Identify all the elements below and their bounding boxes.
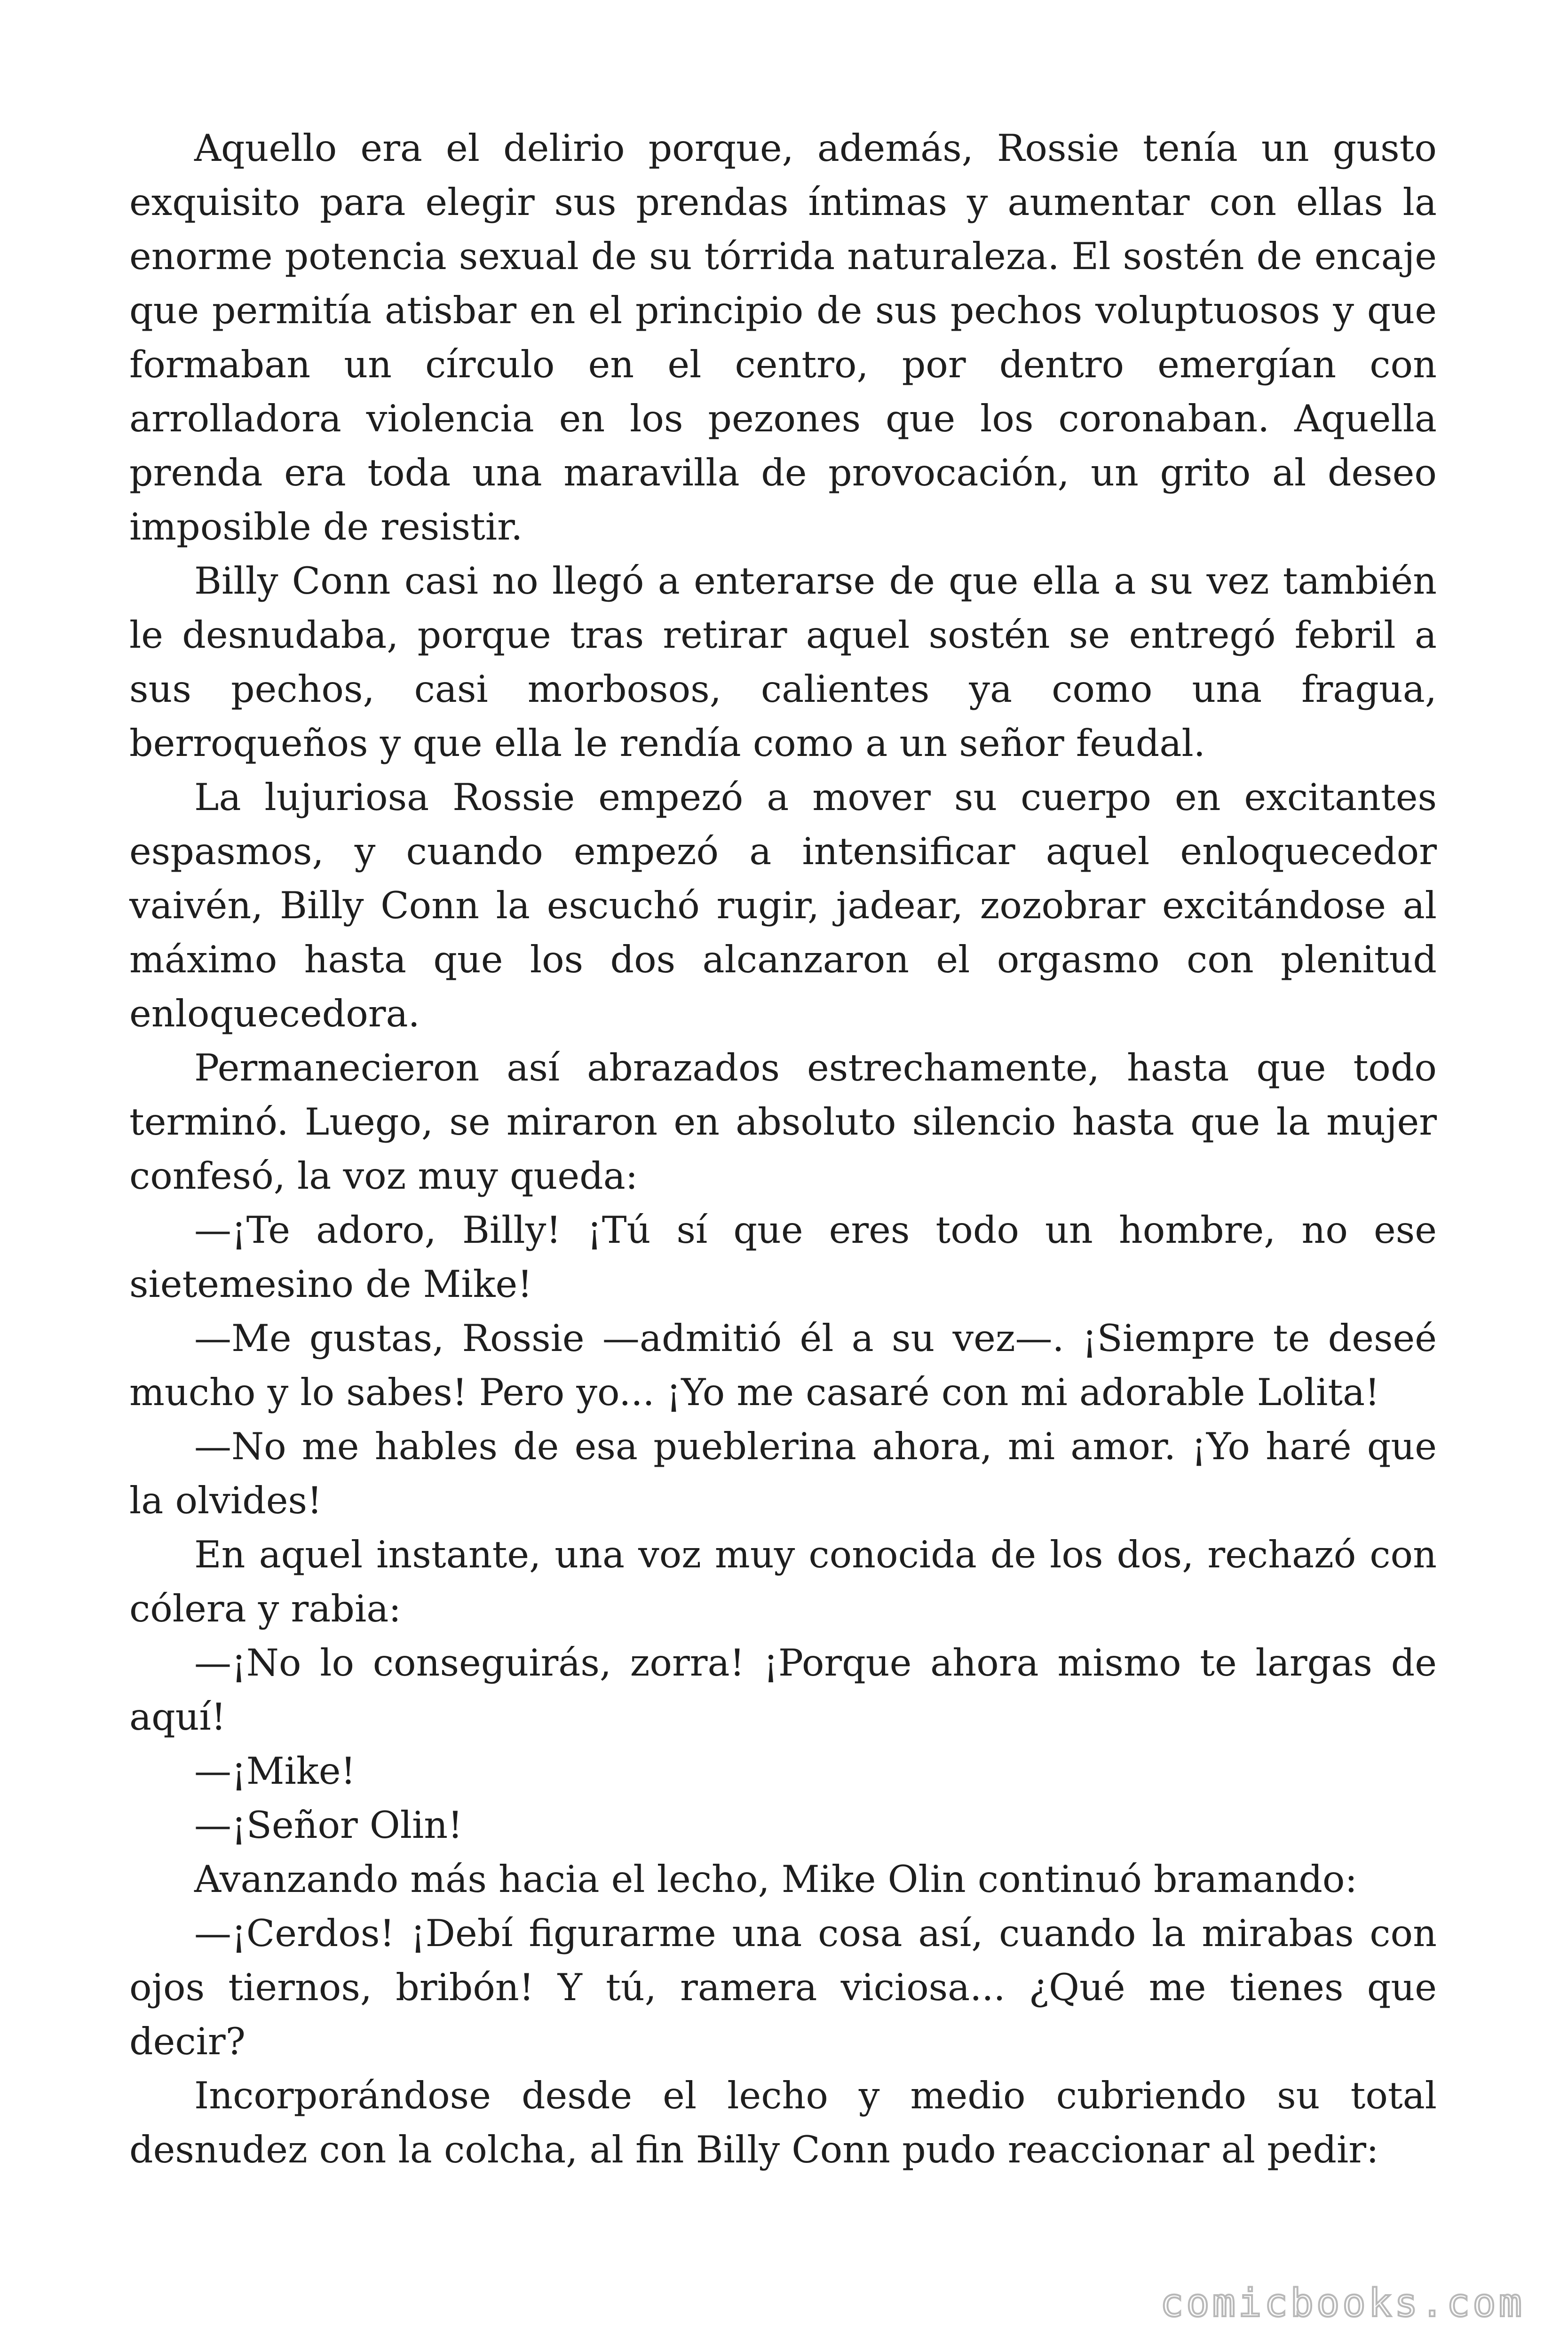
paragraph-4: Permanecieron así abrazados estrechamente, hasta que todo terminó. Luego, se miraron en absoluto silencio hasta que la mujer confesó, la voz muy queda: bbox=[129, 1046, 1437, 1198]
dialogue-line: —¡Mike! bbox=[194, 1749, 356, 1793]
dialogue-line: —Me gustas, Rossie —admitió él a su vez—. ¡Siempre te deseé mucho y lo sabes! Pero yo... ¡Yo me casaré con mi adorable Lolita! bbox=[129, 1317, 1437, 1414]
paragraph-14: Incorporándose desde el lecho y medio cubriendo su total desnudez con la colcha, al fin Billy Conn pudo reaccionar al pedir: bbox=[129, 2074, 1437, 2171]
dialogue-line: —¡Cerdos! ¡Debí figurarme una cosa así, cuando la mirabas con ojos tiernos, bribón! Y tú, ramera viciosa... ¿Qué me tienes que decir? bbox=[129, 1912, 1437, 2063]
paragraph-12: Avanzando más hacia el lecho, Mike Olin continuó bramando: bbox=[194, 1858, 1358, 1901]
paragraph-3: La lujuriosa Rossie empezó a mover su cuerpo en excitantes espasmos, y cuando empezó a intensificar aquel enloquecedor vaivén, Billy Conn la escuchó rugir, jadear, zozobrar excitándose al máximo hasta que los dos alcanzaron el orgasmo con plenitud enloquecedora. bbox=[129, 776, 1437, 1035]
paragraph-2: Billy Conn casi no llegó a enterarse de que ella a su vez también le desnudaba, porque tras retirar aquel sostén se entregó febril a sus pechos, casi morbosos, calientes ya como una fragua, berroqueños y que ella le rendía como a un señor feudal. bbox=[129, 559, 1437, 765]
dialogue-line: —No me hables de esa pueblerina ahora, mi amor. ¡Yo haré que la olvides! bbox=[129, 1425, 1437, 1522]
dialogue-line: —¡No lo conseguirás, zorra! ¡Porque ahora mismo te largas de aquí! bbox=[129, 1641, 1437, 1739]
dialogue-line: —¡Te adoro, Billy! ¡Tú sí que eres todo un hombre, no ese sietemesino de Mike! bbox=[129, 1208, 1437, 1306]
paragraph-1: Aquello era el delirio porque, además, Rossie tenía un gusto exquisito para elegir sus prendas íntimas y aumentar con ellas la enorme potencia sexual de su tórrida naturaleza. El sostén de encaje que permitía atisbar en el principio de sus pechos voluptuosos y que formaban un círculo en el centro, por dentro emergían con arrolladora violencia en los pezones que los coronaban. Aquella prenda era toda una maravilla de provocación, un grito al deseo imposible de resistir. bbox=[129, 127, 1437, 548]
paragraph-8: En aquel instante, una voz muy conocida de los dos, rechazó con cólera y rabia: bbox=[129, 1533, 1437, 1630]
dialogue-line: —¡Señor Olin! bbox=[194, 1804, 463, 1847]
watermark: comicbooks.com bbox=[1160, 2281, 1525, 2326]
document-page bbox=[129, 121, 1437, 2177]
